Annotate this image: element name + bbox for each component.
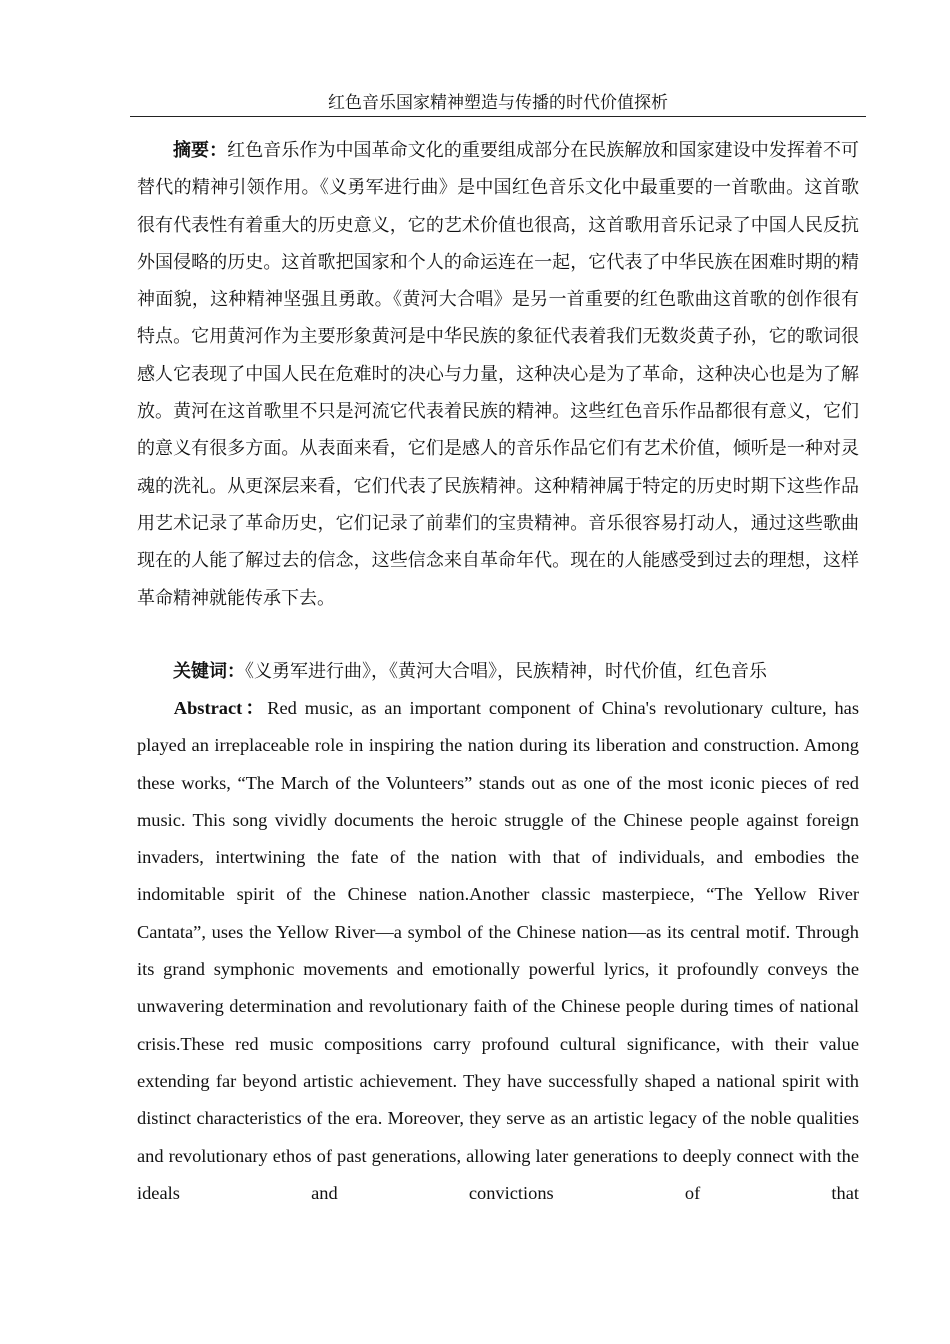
chinese-abstract: [137, 132, 859, 617]
chinese-keywords: [137, 653, 859, 690]
english-abstract-label: Abstract：: [173, 698, 268, 718]
running-header-title: 红色音乐国家精神塑造与传播的时代价值探析: [130, 92, 866, 117]
chinese-abstract-label: 摘要：: [173, 140, 228, 161]
chinese-keywords-text: 《义勇军进行曲》，《黄河大合唱》，民族精神，时代价值，红色音乐: [245, 661, 767, 682]
chinese-keywords-label: 关键词：: [173, 661, 245, 682]
chinese-abstract-text: 红色音乐作为中国革命文化的重要组成部分在民族解放和国家建设中发挥着不可替代的精神引领作用。《义勇军进行曲》是中国红色音乐文化中最重要的一首歌曲。这首歌很有代表性有着重大的历史意义，它的艺术价值也很高，这首歌用音乐记录了中国人民反抗外国侵略的历史。这首歌把国家和个人的命运连在一起，它代表了中华民族在困难时期的精神面貌，这种精神坚强且勇敢。《黄河大合唱》是另一首重要的红色歌曲这首歌的创作很有特点。它用黄河作为主要形象黄河是中华民族的象征代表着我们无数炎黄子孙，它的歌词很感人它表现了中国人民在危难时的决心与力量，这种决心是为了革命，这种决心也是为了解放。黄河在这首歌里不只是河流它代表着民族的精神。这些红色音乐作品都很有意义，它们的意义有很多方面。从表面来看，它们是感人的音乐作品它们有艺术价值，倾听是一种对灵魂的洗礼。从更深层来看，它们代表了民族精神。这种精神属于特定的历史时期下这些作品用艺术记录了革命历史，它们记录了前辈们的宝贵精神。音乐很容易打动人，通过这些歌曲现在的人能了解过去的信念，这些信念来自革命年代。现在的人能感受到过去的理想，这样革命精神就能传承下去。: [137, 140, 860, 609]
english-abstract: [137, 690, 859, 1212]
english-abstract-text: Red music, as an important component of China's revolutionary culture, has played an irreplaceable role in inspiring the nation during its liberation and construction. Among these works, “The March of the Volunteers” stands out as one of the most iconic pieces of red music. This song vividly documents the heroic struggle of the Chinese people against foreign invaders, intertwining the fate of the nation with that of individuals, and embodies the indomitable spirit of the Chinese nation.Another classic masterpiece, “The Yellow River Cantata”, uses the Yellow River—a symbol of the Chinese nation—as its central motif. Through its grand symphonic movements and emotionally powerful lyrics, it profoundly conveys the unwavering determination and revolutionary faith of the Chinese people during times of national crisis.These red music compositions carry profound cultural significance, with their value extending far beyond artistic achievement. They have successfully shaped a national spirit with distinct characteristics of the era. Moreover, they serve as an artistic legacy of the noble qualities and revolutionary ethos of past generations, allowing later generations to deeply connect with the ideals and convictions of that: [137, 698, 859, 1203]
